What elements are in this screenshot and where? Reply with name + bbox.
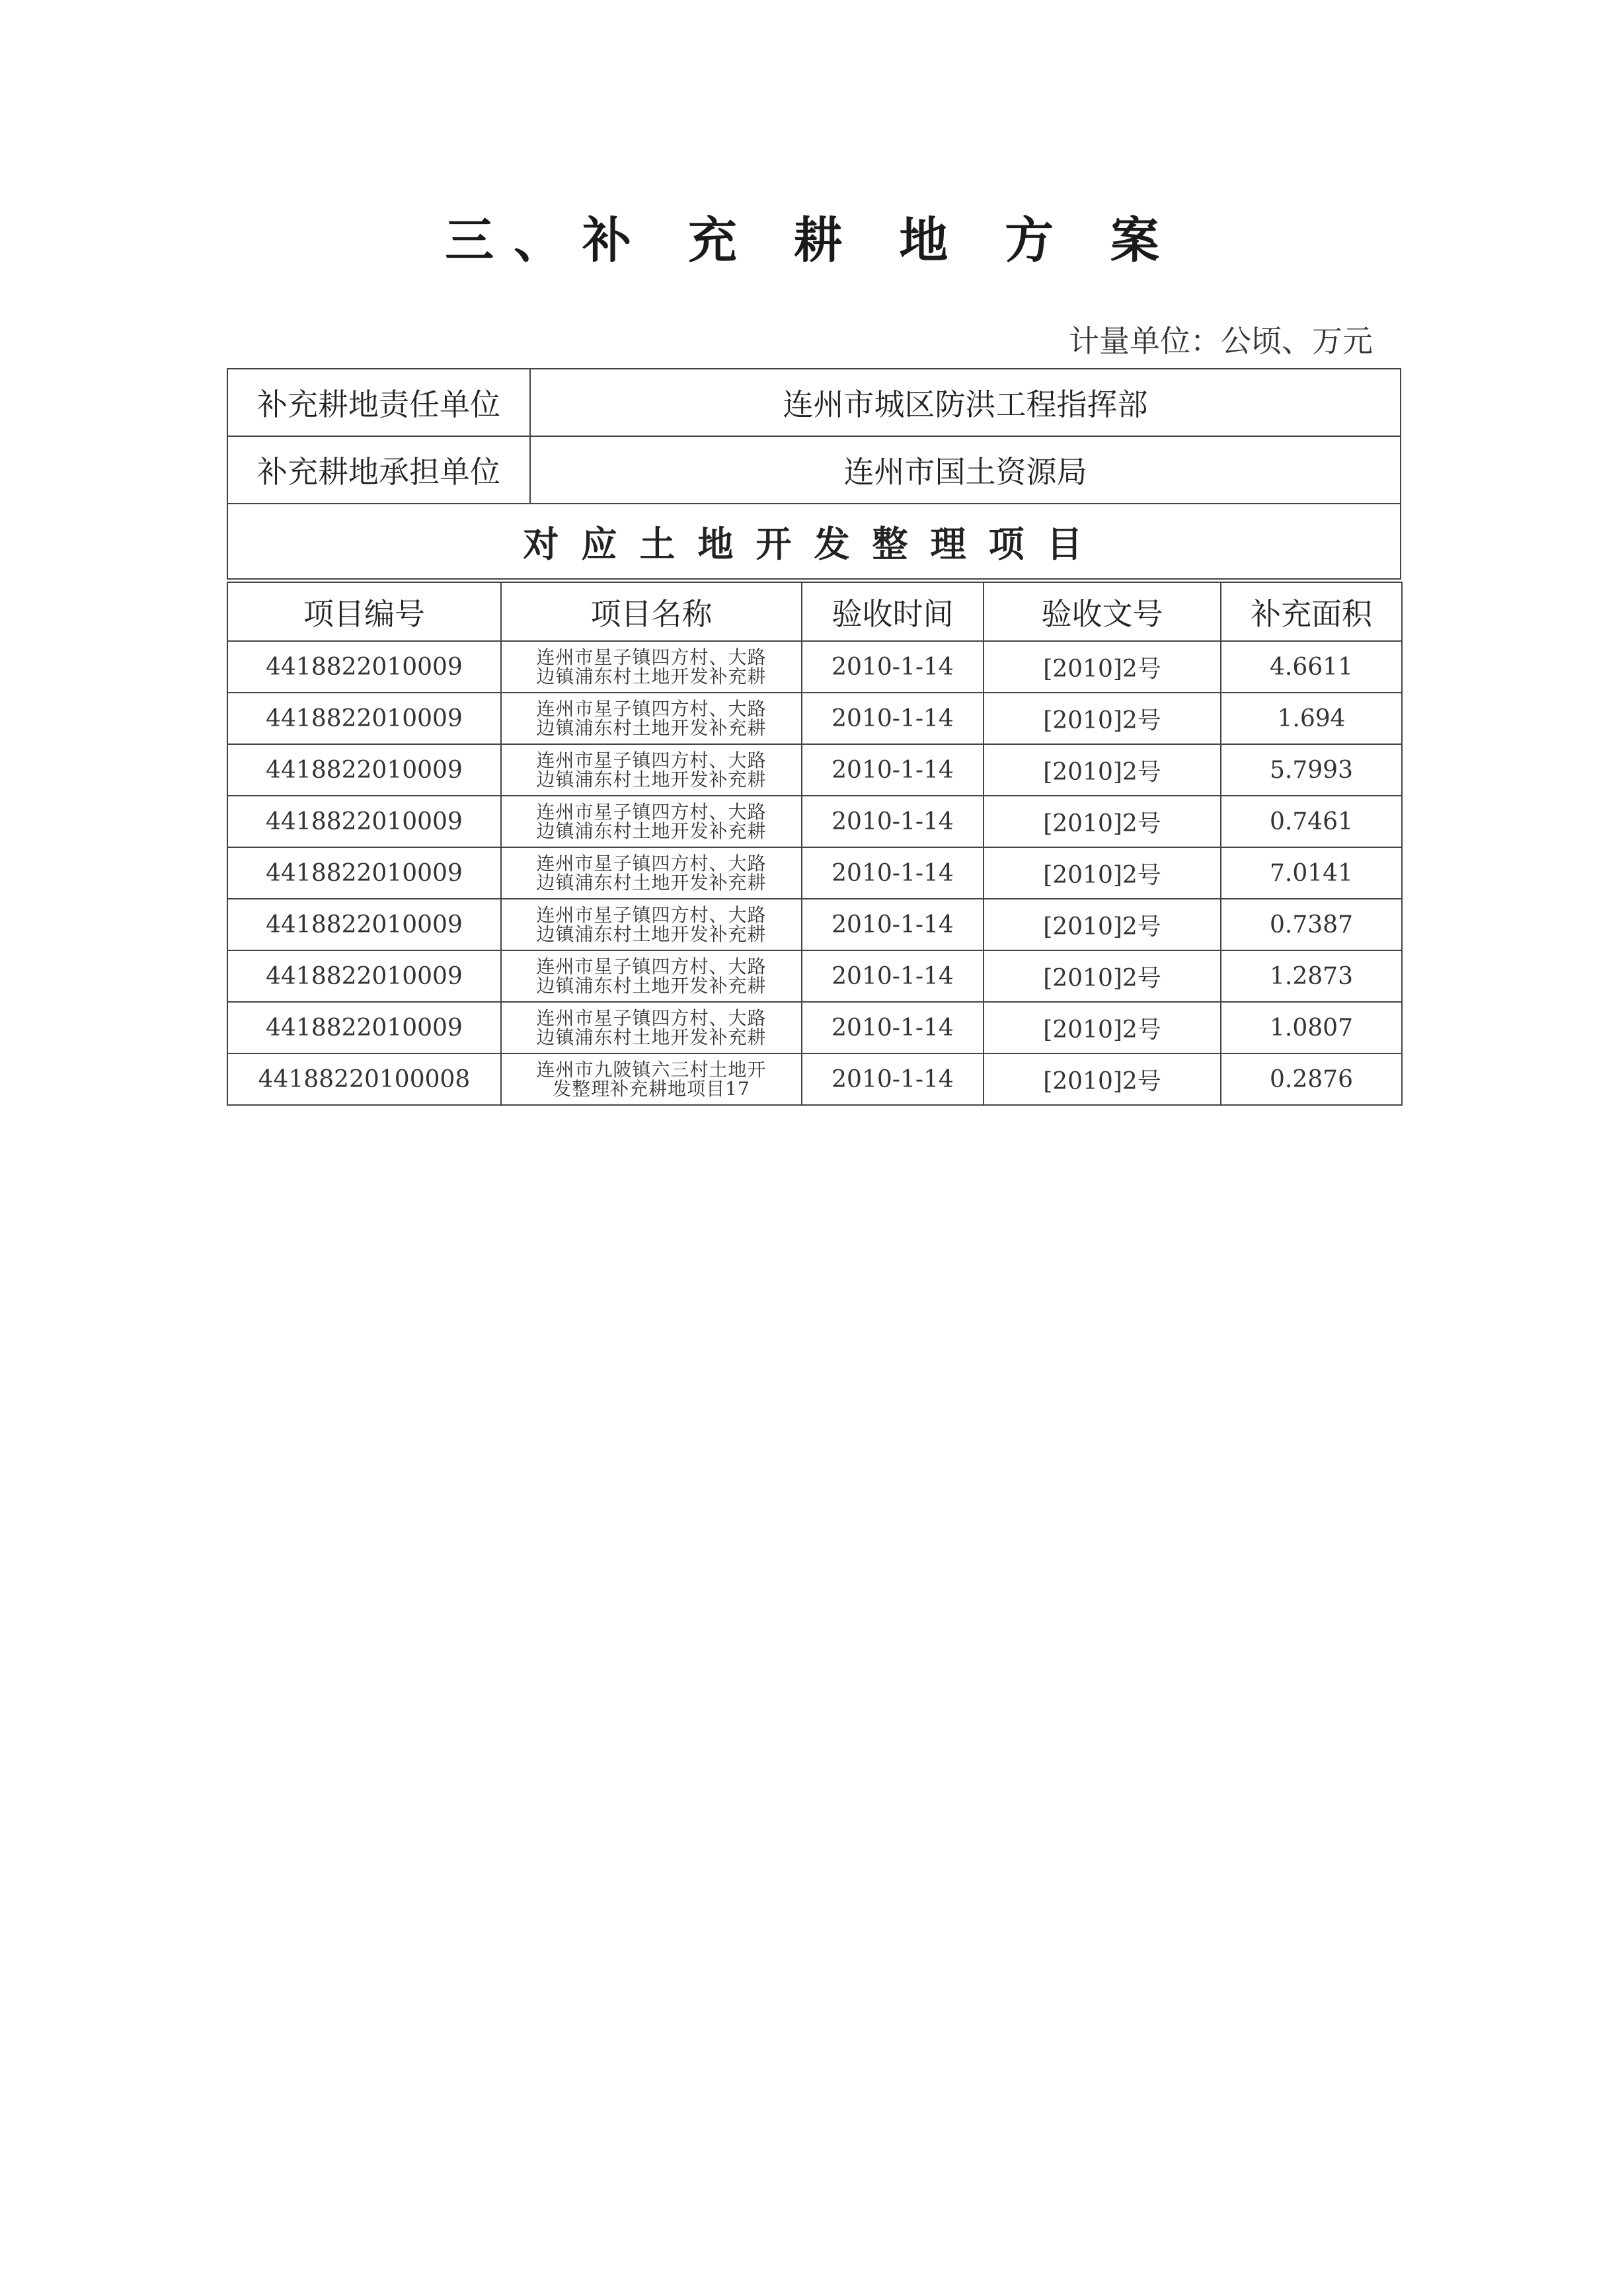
acceptance-doc: [2010]2号: [984, 847, 1221, 899]
project-name: [501, 1053, 802, 1105]
project-id: 4418822010009: [227, 796, 501, 847]
responsibility-row: [227, 369, 1401, 436]
added-area: 5.7993: [1221, 744, 1402, 796]
project-name-line: 连州市九陂镇六三村土地开: [536, 1059, 767, 1081]
project-id: 4418822010009: [227, 950, 501, 1002]
added-area: 4.6611: [1221, 641, 1402, 693]
table-row: [227, 693, 1402, 744]
table-header-row: [227, 582, 1402, 641]
project-id: 4418822010009: [227, 847, 501, 899]
responsibility-table: [227, 368, 1401, 580]
responsibility-label: 补充耕地责任单位: [227, 369, 530, 436]
undertaker-label: 补充耕地承担单位: [227, 436, 530, 504]
acceptance-doc: [2010]2号: [984, 1053, 1221, 1105]
project-id: 4418822010009: [227, 744, 501, 796]
project-name-line: 边镇浦东村土地开发补充耕: [536, 717, 767, 739]
project-name: [501, 641, 802, 693]
project-name-line: 边镇浦东村土地开发补充耕: [536, 975, 767, 997]
acceptance-date: 2010-1-14: [802, 1002, 984, 1053]
project-name-line: 边镇浦东村土地开发补充耕: [536, 666, 767, 687]
project-name: [501, 950, 802, 1002]
project-name: [501, 796, 802, 847]
table-row: [227, 950, 1402, 1002]
header-acceptance-doc: 验收文号: [984, 582, 1221, 641]
acceptance-date: 2010-1-14: [802, 744, 984, 796]
table-row: [227, 847, 1402, 899]
header-project-name: 项目名称: [501, 582, 802, 641]
project-name-line: 边镇浦东村土地开发补充耕: [536, 820, 767, 842]
page-title: 三、补 充 耕 地 方 案: [445, 212, 1179, 269]
project-table: [227, 582, 1403, 1106]
project-name: [501, 693, 802, 744]
added-area: 0.7387: [1221, 899, 1402, 950]
project-name: [501, 1002, 802, 1053]
undertaker-row: [227, 436, 1401, 504]
project-name-line: 连州市星子镇四方村、大路: [536, 956, 767, 977]
project-name-line: 边镇浦东村土地开发补充耕: [536, 769, 767, 790]
project-name-line: 连州市星子镇四方村、大路: [536, 646, 767, 668]
acceptance-doc: [2010]2号: [984, 744, 1221, 796]
acceptance-doc: [2010]2号: [984, 1002, 1221, 1053]
section-title: 对应土地开发整理项目: [227, 504, 1401, 579]
project-name: [501, 899, 802, 950]
added-area: 0.2876: [1221, 1053, 1402, 1105]
unit-note: 计量单位：公顷、万元: [1069, 323, 1373, 359]
project-id: 4418822010009: [227, 641, 501, 693]
acceptance-date: 2010-1-14: [802, 693, 984, 744]
project-name-line: 边镇浦东村土地开发补充耕: [536, 872, 767, 894]
header-added-area: 补充面积: [1221, 582, 1402, 641]
table-row: [227, 899, 1402, 950]
project-name-line: 发整理补充耕地项目17: [553, 1078, 750, 1100]
project-name: [501, 744, 802, 796]
table-row: [227, 796, 1402, 847]
project-name-line: 边镇浦东村土地开发补充耕: [536, 923, 767, 945]
acceptance-doc: [2010]2号: [984, 693, 1221, 744]
header-project-id: 项目编号: [227, 582, 501, 641]
added-area: 1.0807: [1221, 1002, 1402, 1053]
project-id: 4418822010009: [227, 899, 501, 950]
project-name-line: 连州市星子镇四方村、大路: [536, 904, 767, 926]
acceptance-doc: [2010]2号: [984, 899, 1221, 950]
project-id: 4418822010009: [227, 693, 501, 744]
added-area: 1.2873: [1221, 950, 1402, 1002]
responsibility-value: 连州市城区防洪工程指挥部: [530, 369, 1401, 436]
undertaker-value: 连州市国土资源局: [530, 436, 1401, 504]
added-area: 0.7461: [1221, 796, 1402, 847]
section-row: [227, 504, 1401, 579]
acceptance-date: 2010-1-14: [802, 950, 984, 1002]
header-acceptance-date: 验收时间: [802, 582, 984, 641]
project-name-line: 边镇浦东村土地开发补充耕: [536, 1026, 767, 1048]
acceptance-doc: [2010]2号: [984, 950, 1221, 1002]
project-name-line: 连州市星子镇四方村、大路: [536, 749, 767, 771]
acceptance-doc: [2010]2号: [984, 641, 1221, 693]
project-name-line: 连州市星子镇四方村、大路: [536, 801, 767, 823]
added-area: 7.0141: [1221, 847, 1402, 899]
acceptance-date: 2010-1-14: [802, 1053, 984, 1105]
table-row: [227, 744, 1402, 796]
added-area: 1.694: [1221, 693, 1402, 744]
project-id: 4418822010009: [227, 1002, 501, 1053]
table-row: [227, 1002, 1402, 1053]
acceptance-doc: [2010]2号: [984, 796, 1221, 847]
project-id: 44188220100008: [227, 1053, 501, 1105]
project-name: [501, 847, 802, 899]
project-name-line: 连州市星子镇四方村、大路: [536, 1007, 767, 1029]
table-row: [227, 1053, 1402, 1105]
acceptance-date: 2010-1-14: [802, 796, 984, 847]
project-name-line: 连州市星子镇四方村、大路: [536, 853, 767, 874]
project-name-line: 连州市星子镇四方村、大路: [536, 698, 767, 720]
acceptance-date: 2010-1-14: [802, 641, 984, 693]
acceptance-date: 2010-1-14: [802, 899, 984, 950]
table-row: [227, 641, 1402, 693]
acceptance-date: 2010-1-14: [802, 847, 984, 899]
